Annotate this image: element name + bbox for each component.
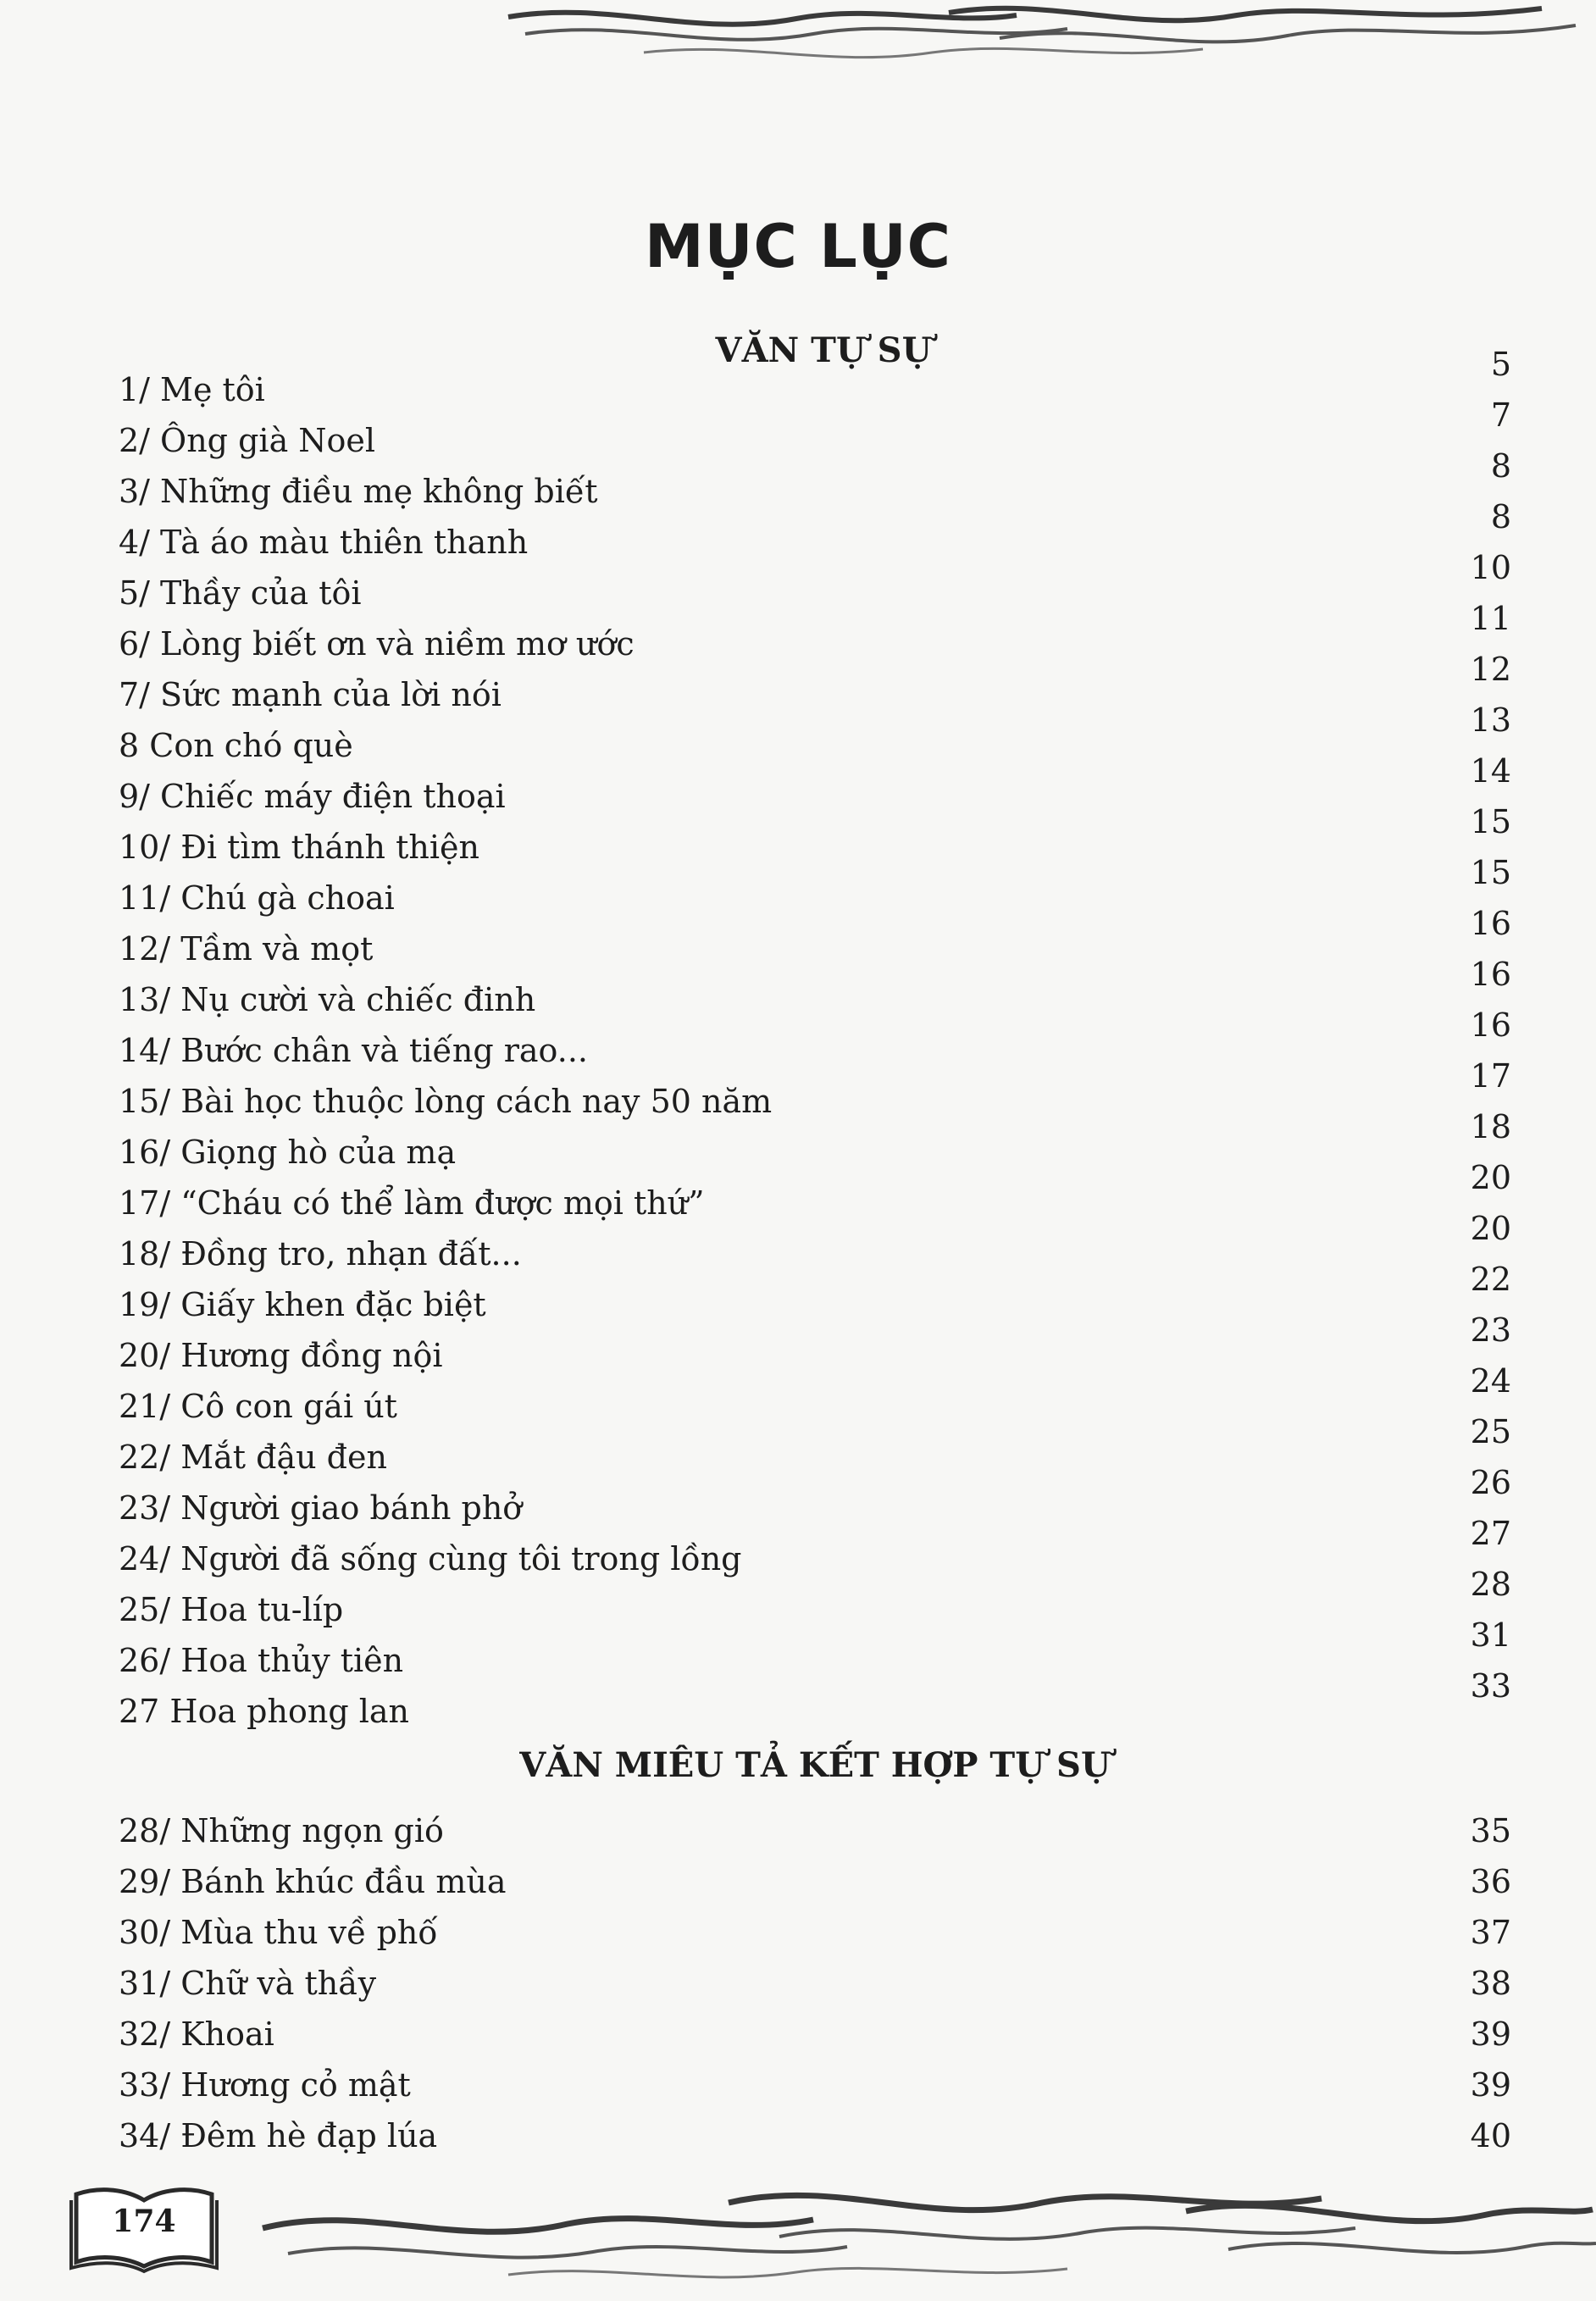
toc-entry-title: 27 Hoa phong lan xyxy=(119,1693,410,1730)
toc-entry-title: 9/ Chiếc máy điện thoại xyxy=(119,778,506,815)
toc-entry[interactable] xyxy=(0,1515,1596,1584)
toc-entry-page: 16 xyxy=(1470,905,1511,942)
toc-entry-title: 8 Con chó què xyxy=(119,727,353,764)
toc-entry[interactable] xyxy=(0,1362,1596,1432)
toc-entry-page: 33 xyxy=(1470,1667,1511,1705)
toc-entry-title: 7/ Sức mạnh của lời nói xyxy=(119,676,502,713)
toc-entry[interactable] xyxy=(0,600,1596,669)
toc-entry-title: 25/ Hoa tu-líp xyxy=(119,1591,344,1628)
toc-entry-title: 20/ Hương đồng nội xyxy=(119,1337,443,1374)
toc-entry-title: 17/ “Cháu có thể làm được mọi thứ” xyxy=(119,1184,705,1222)
toc-entry-title: 14/ Bước chân và tiếng rao... xyxy=(119,1032,588,1069)
toc-entry-page: 23 xyxy=(1470,1311,1511,1349)
toc-entry-page: 39 xyxy=(1470,2015,1511,2053)
toc-entry-page: 16 xyxy=(1470,956,1511,993)
toc-entry[interactable] xyxy=(0,651,1596,720)
toc-entry[interactable] xyxy=(0,1464,1596,1533)
toc-entry-page: 20 xyxy=(1470,1210,1511,1247)
toc-entry[interactable] xyxy=(0,2110,1596,2161)
toc-entry[interactable] xyxy=(0,1057,1596,1127)
toc-entry[interactable] xyxy=(0,854,1596,923)
toc-entry-page: 14 xyxy=(1470,752,1511,790)
toc-entry-title: 30/ Mùa thu về phố xyxy=(119,1914,438,1951)
toc-entry-title: 26/ Hoa thủy tiên xyxy=(119,1642,404,1679)
toc-entry-title: 13/ Nụ cười và chiếc đinh xyxy=(119,981,536,1018)
toc-entry-page: 38 xyxy=(1470,1965,1511,2002)
toc-entry-title: 10/ Đi tìm thánh thiện xyxy=(119,829,479,866)
toc-entry-title: 18/ Đồng tro, nhạn đất... xyxy=(119,1235,522,1272)
toc-entry-page: 17 xyxy=(1470,1057,1511,1095)
toc-entry-page: 35 xyxy=(1470,1812,1511,1849)
page-number: 174 xyxy=(112,2204,176,2239)
toc-entry-title: 34/ Đêm hè đạp lúa xyxy=(119,2117,438,2154)
toc-entry-page: 5 xyxy=(1490,346,1511,383)
toc-entry[interactable] xyxy=(0,1413,1596,1483)
toc-entry-title: 24/ Người đã sống cùng tôi trong lồng xyxy=(119,1540,742,1577)
toc-entry-page: 28 xyxy=(1470,1566,1511,1603)
toc-entry[interactable] xyxy=(0,2009,1596,2060)
toc-entry-page: 8 xyxy=(1490,498,1511,535)
toc-entry[interactable] xyxy=(0,1006,1596,1076)
toc-entry-title: 5/ Thầy của tôi xyxy=(119,574,362,612)
toc-entry[interactable] xyxy=(0,1667,1596,1737)
toc-entry[interactable] xyxy=(0,1311,1596,1381)
toc-entry-page: 20 xyxy=(1470,1159,1511,1196)
toc-entry-page: 22 xyxy=(1470,1261,1511,1298)
toc-entry-page: 18 xyxy=(1470,1108,1511,1145)
toc-entry[interactable] xyxy=(0,1261,1596,1330)
toc-entry-title: 11/ Chú gà choai xyxy=(119,879,395,917)
toc-entry-title: 6/ Lòng biết ơn và niềm mơ ước xyxy=(119,625,635,663)
toc-entry-title: 31/ Chữ và thầy xyxy=(119,1965,377,2002)
toc-entry-page: 40 xyxy=(1470,2117,1511,2154)
page-title: MỤC LỤC xyxy=(644,212,952,281)
toc-entry-page: 13 xyxy=(1470,701,1511,739)
toc-entry[interactable] xyxy=(0,1856,1596,1907)
toc-entry-title: 16/ Giọng hò của mạ xyxy=(119,1134,457,1171)
toc-entry[interactable] xyxy=(0,1159,1596,1228)
toc-entry[interactable] xyxy=(0,701,1596,771)
toc-entry-page: 24 xyxy=(1470,1362,1511,1400)
toc-entry-page: 11 xyxy=(1470,600,1511,637)
toc-entry-title: 3/ Những điều mẹ không biết xyxy=(119,473,598,510)
toc-entry-page: 15 xyxy=(1470,803,1511,840)
toc-entry-title: 29/ Bánh khúc đầu mùa xyxy=(119,1863,507,1900)
toc-entry-title: 21/ Cô con gái út xyxy=(119,1388,397,1425)
toc-entry[interactable] xyxy=(0,1958,1596,2009)
toc-entry-page: 15 xyxy=(1470,854,1511,891)
toc-entry-title: 23/ Người giao bánh phở xyxy=(119,1489,523,1527)
toc-entry-title: 33/ Hương cỏ mật xyxy=(119,2066,411,2104)
toc-entry-page: 7 xyxy=(1490,396,1511,434)
toc-entry-page: 12 xyxy=(1470,651,1511,688)
section-title-narrative: VĂN TỰ SỰ xyxy=(715,330,932,370)
toc-entry-title: 2/ Ông già Noel xyxy=(119,422,376,459)
toc-entry[interactable] xyxy=(0,1566,1596,1635)
toc-entry[interactable] xyxy=(0,1210,1596,1279)
toc-entry-title: 4/ Tà áo màu thiên thanh xyxy=(119,524,529,561)
section-title-descriptive: VĂN MIÊU TẢ KẾT HỢP TỰ SỰ xyxy=(519,1745,1111,1785)
toc-entry-title: 12/ Tầm và mọt xyxy=(119,930,374,968)
toc-entry-page: 39 xyxy=(1470,2066,1511,2104)
toc-entry-title: 28/ Những ngọn gió xyxy=(119,1812,444,1849)
toc-entry-page: 16 xyxy=(1470,1006,1511,1044)
toc-entry-page: 26 xyxy=(1470,1464,1511,1501)
toc-entry[interactable] xyxy=(0,447,1596,517)
toc-entry[interactable] xyxy=(0,2060,1596,2110)
toc-entry-page: 27 xyxy=(1470,1515,1511,1552)
toc-entry-page: 36 xyxy=(1470,1863,1511,1900)
toc-entry-page: 25 xyxy=(1470,1413,1511,1450)
toc-entry-title: 1/ Mẹ tôi xyxy=(119,371,265,408)
wave-ornament-top xyxy=(474,0,1596,76)
toc-entry[interactable] xyxy=(0,549,1596,618)
toc-entry-page: 8 xyxy=(1490,447,1511,485)
toc-entry[interactable] xyxy=(0,905,1596,974)
toc-entry[interactable] xyxy=(0,1805,1596,1856)
toc-entry-page: 31 xyxy=(1470,1616,1511,1654)
toc-entry[interactable] xyxy=(0,803,1596,873)
toc-entry[interactable] xyxy=(0,752,1596,822)
toc-list-descriptive xyxy=(0,1805,1596,2161)
toc-entry-title: 32/ Khoai xyxy=(119,2015,274,2053)
toc-entry[interactable] xyxy=(0,396,1596,466)
toc-entry-title: 19/ Giấy khen đặc biệt xyxy=(119,1286,486,1323)
toc-entry-title: 15/ Bài học thuộc lòng cách nay 50 năm xyxy=(119,1083,773,1120)
toc-entry-page: 10 xyxy=(1470,549,1511,586)
toc-entry-page: 37 xyxy=(1470,1914,1511,1951)
toc-entry[interactable] xyxy=(0,498,1596,568)
toc-entry[interactable] xyxy=(0,1907,1596,1958)
toc-entry-title: 22/ Mắt đậu đen xyxy=(119,1439,387,1476)
toc-entry[interactable] xyxy=(0,956,1596,1025)
toc-entry[interactable] xyxy=(0,1108,1596,1178)
toc-entry[interactable] xyxy=(0,1616,1596,1686)
page-number-badge xyxy=(68,2182,220,2275)
wave-ornament-bottom xyxy=(254,2169,1596,2296)
